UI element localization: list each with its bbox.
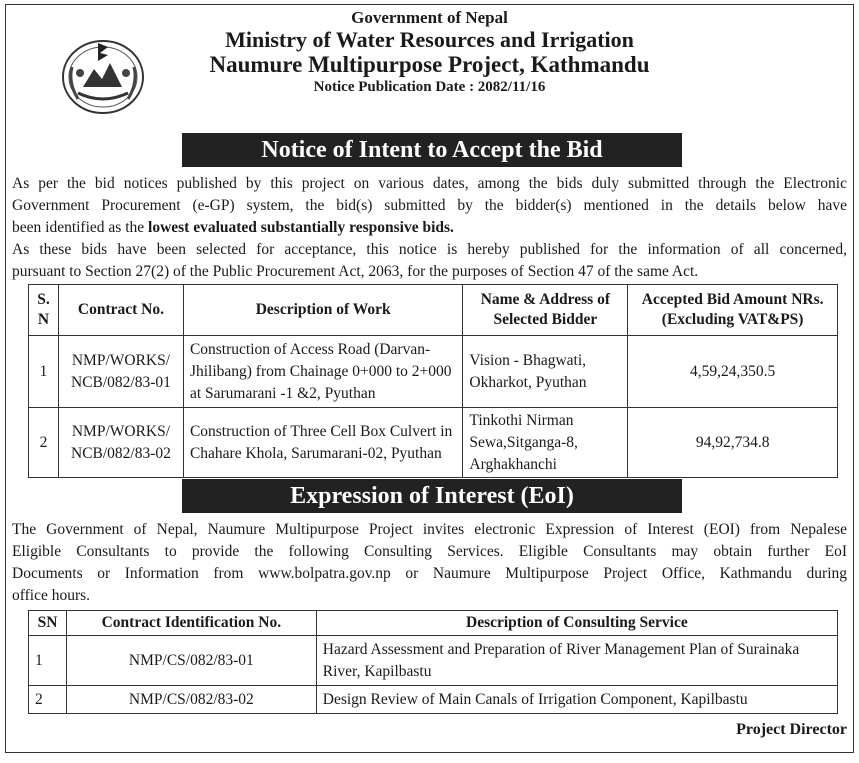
government-title: Government of Nepal xyxy=(351,8,508,27)
notice-header xyxy=(6,5,853,96)
row-amount: 94,92,734.8 xyxy=(628,408,838,478)
eoi-paragraph xyxy=(12,519,847,607)
row-sn: 1 xyxy=(29,636,67,686)
header-amount: Accepted Bid Amount NRs. (Excluding VAT&PS) xyxy=(628,285,838,336)
row-description: Construction of Access Road (Darvan-Jhilibang) from Chainage 0+000 to 2+000 at Sarumarani -1 &2, Pyuthan xyxy=(183,336,462,408)
intent-line xyxy=(12,217,847,239)
intent-paragraph xyxy=(12,173,847,283)
header-sn: S. N xyxy=(29,285,59,336)
table-row xyxy=(29,636,838,686)
header-service: Description of Consulting Service xyxy=(316,611,837,636)
row-service: Hazard Assessment and Preparation of River Management Plan of Surainaka River, Kapilbastu xyxy=(316,636,837,686)
intent-line: As these bids have been selected for acceptance, this notice is hereby published for the information of all concerned, xyxy=(12,241,847,258)
header-bidder: Name & Address of Selected Bidder xyxy=(463,285,628,336)
project-title: Naumure Multipurpose Project, Kathmandu xyxy=(209,52,650,77)
bid-table xyxy=(28,284,838,478)
header-description: Description of Work xyxy=(183,285,462,336)
intent-line: pursuant to Section 27(2) of the Public Procurement Act, 2063, for the purposes of Section 47 of the same Act. xyxy=(12,263,699,280)
row-sn: 2 xyxy=(29,686,67,714)
row-contract: NMP/WORKS/ NCB/082/83-01 xyxy=(58,336,183,408)
eoi-line: office hours. xyxy=(12,587,91,604)
row-bidder: Tinkothi Nirman Sewa,Sitganga-8, Arghakhanchi xyxy=(463,408,628,478)
eoi-line: Eligible Consultants to provide the following Consulting Services. Eligible Consultants may obtain further EoI xyxy=(12,543,847,560)
notice-page xyxy=(5,4,854,753)
table-row xyxy=(29,686,838,714)
eoi-banner: Expression of Interest (EoI) xyxy=(182,479,682,513)
intent-line: Government Procurement (e-GP) system, the bid(s) submitted by the bidder(s) mentioned in the details below have xyxy=(12,197,847,214)
eoi-line: The Government of Nepal, Naumure Multipurpose Project invites electronic Expression of Interest (EOI) from Nepalese xyxy=(12,521,847,538)
intent-line: As per the bid notices published by this project on various dates, among the bids duly submitted through the Electronic xyxy=(12,175,847,192)
row-bidder: Vision - Bhagwati, Okharkot, Pyuthan xyxy=(463,336,628,408)
row-contract-id: NMP/CS/082/83-01 xyxy=(66,636,316,686)
intent-line-text: been identified as the xyxy=(12,219,149,236)
bid-table-header xyxy=(29,285,838,336)
publication-date: Notice Publication Date : 2082/11/16 xyxy=(313,79,546,95)
table-row xyxy=(29,408,838,478)
row-service: Design Review of Main Canals of Irrigation Component, Kapilbastu xyxy=(316,686,837,714)
header-sn: SN xyxy=(29,611,67,636)
ministry-title: Ministry of Water Resources and Irrigation xyxy=(225,27,634,52)
row-sn: 1 xyxy=(29,336,59,408)
intent-banner: Notice of Intent to Accept the Bid xyxy=(182,133,682,167)
row-amount: 4,59,24,350.5 xyxy=(628,336,838,408)
signatory: Project Director xyxy=(736,721,847,738)
header-contract: Contract No. xyxy=(58,285,183,336)
row-sn: 2 xyxy=(29,408,59,478)
eoi-table-header xyxy=(29,611,838,636)
eoi-table xyxy=(28,610,838,714)
table-row xyxy=(29,336,838,408)
row-contract: NMP/WORKS/ NCB/082/83-02 xyxy=(58,408,183,478)
eoi-line: Documents or Information from www.bolpatra.gov.np or Naumure Multipurpose Project Office, Kathmandu during xyxy=(12,565,847,582)
row-description: Construction of Three Cell Box Culvert in Chahare Khola, Sarumarani-02, Pyuthan xyxy=(183,408,462,478)
header-contract-id: Contract Identification No. xyxy=(66,611,316,636)
intent-bold-text: lowest evaluated substantially responsive bids. xyxy=(148,219,454,236)
row-contract-id: NMP/CS/082/83-02 xyxy=(66,686,316,714)
